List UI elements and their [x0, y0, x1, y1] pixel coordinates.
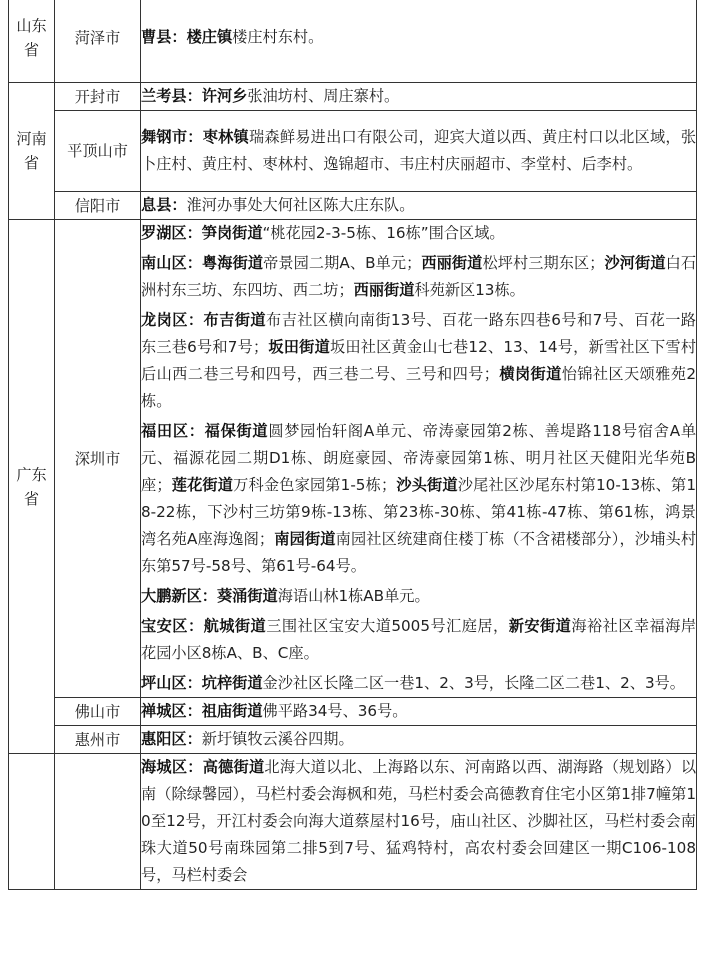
- county-name: 曹县：: [141, 28, 187, 46]
- street-name: 莲花街道: [171, 476, 234, 494]
- detail-paragraph: [141, 698, 696, 725]
- area-text: 圆梦园怡轩阁A单元、帝涛豪园第2栋、善堤路118号宿舍A单元、福源花园二期D1栋、朗庭豪园、帝涛豪园第1栋、明月社区天健阳光华苑B座；: [141, 422, 697, 494]
- detail-cell: [141, 726, 697, 754]
- table-row: [9, 0, 697, 83]
- area-text: 白石洲村东三坊、东四坊、西二坊；: [141, 254, 697, 299]
- street-name: 粤海街道: [202, 254, 264, 272]
- area-text: 新圩镇牧云溪谷四期。: [201, 730, 354, 748]
- street-name: 西丽街道: [353, 281, 415, 299]
- city-cell: [55, 754, 141, 890]
- street-name: 祖庙街道: [201, 702, 263, 720]
- risk-area-table: [8, 0, 697, 890]
- area-text: 海语山林1栋AB单元。: [277, 587, 430, 605]
- street-name: 布吉街道: [203, 311, 266, 329]
- street-name: 坂田街道: [268, 338, 330, 356]
- table-row: [9, 192, 697, 220]
- district-name: 大鹏新区：: [141, 587, 217, 605]
- area-text: 沙尾社区沙尾东村第10-13栋、第18-22栋，下沙村三坊第9栋-13栋、第23栋-30栋、第41栋-47栋、第61栋，鸿景湾名苑A座海逸阁；: [141, 476, 697, 548]
- district-name: 福田区：: [141, 422, 205, 440]
- area-text: 万科金色家园第1-5栋；: [233, 476, 397, 494]
- detail-cell: [141, 192, 697, 220]
- area-text: 三围社区宝安大道5005号汇庭居，: [266, 617, 509, 635]
- city-cell: 菏泽市: [55, 0, 141, 83]
- area-text: 布吉社区横向南街13号、百花一路东四巷6号和7号、百花一路东三巷6号和7号；: [141, 311, 696, 356]
- detail-cell: [141, 111, 697, 192]
- table-row: [9, 698, 697, 726]
- area-text: 帝景园二期A、B单元；: [263, 254, 422, 272]
- area-text: 瑞森鲜易进出口有限公司，迎宾大道以西、黄庄村口以北区域，张卜庄村、黄庄村、枣林村、逸锦超市、韦庄村庆丽超市、李堂村、后李村。: [141, 128, 697, 173]
- area-text: 怡锦社区天颂雅苑2栋。: [141, 365, 696, 410]
- district-name: 惠阳区：: [141, 730, 202, 748]
- district-name: 禅城区：: [141, 702, 202, 720]
- table-row: [9, 83, 697, 111]
- detail-paragraph-longgang: [141, 307, 696, 415]
- area-text: 松坪村三期东区；: [482, 254, 605, 272]
- district-name: 宝安区：: [141, 617, 204, 635]
- province-cell: 山东省: [9, 0, 55, 83]
- area-text: 北海大道以北、上海路以东、河南路以西、湖海路（规划路）以南（除绿馨园），马栏村委会海枫和苑，马栏村委会高德教育住宅小区第1排7幢第10至12号，开江村委会向海大道蔡屋村16号，庙山社区、沙脚社区，马栏村委会南珠大道50号南珠园第二排5到7号、猛鸡特村，高农村委会回建区一期C106-108号，马栏村委会: [141, 758, 697, 884]
- detail-paragraph: [141, 726, 696, 753]
- area-text: 淮河办事处大何社区陈大庄东队。: [186, 196, 415, 214]
- province-cell: 河南省: [9, 83, 55, 220]
- detail-paragraph-baoan: [141, 613, 696, 667]
- street-name: 横岗街道: [498, 365, 562, 383]
- table-row: [9, 220, 697, 698]
- detail-cell: [141, 698, 697, 726]
- county-name: 息县：: [141, 196, 187, 214]
- street-name: 福保街道: [204, 422, 269, 440]
- city-cell: 信阳市: [55, 192, 141, 220]
- street-name: 新安街道: [508, 617, 572, 635]
- area-text: 金沙社区长隆二区一巷1、2、3号，长隆二区二巷1、2、3号。: [262, 674, 685, 692]
- town-name: 枣林镇: [202, 128, 249, 146]
- detail-cell: [141, 220, 697, 698]
- table-row: [9, 726, 697, 754]
- detail-paragraph-haicheng: [141, 754, 696, 889]
- district-name: 坪山区：: [141, 674, 202, 692]
- street-name: 笋岗街道: [201, 224, 263, 242]
- area-text: 楼庄村东村。: [232, 28, 324, 46]
- street-name: 沙河街道: [604, 254, 666, 272]
- street-name: 高德街道: [202, 758, 265, 776]
- city-cell: 开封市: [55, 83, 141, 111]
- county-name: 舞钢市：: [141, 128, 203, 146]
- area-text: 科苑新区13栋。: [414, 281, 525, 299]
- table-row: [9, 111, 697, 192]
- detail-cell: [141, 0, 697, 83]
- area-text: 坂田社区黄金山七巷12、13、14号，新雪社区下雪村后山西二巷三号和四号，西三巷二号、三号和四号；: [141, 338, 697, 383]
- district-name: 海城区：: [141, 758, 203, 776]
- district-name: 龙岗区：: [141, 311, 204, 329]
- detail-paragraph-futian: [141, 418, 696, 580]
- street-name: 沙头街道: [396, 476, 458, 494]
- town-name: 许河乡: [201, 87, 248, 105]
- detail-paragraph-nanshan: [141, 250, 696, 304]
- city-cell: 平顶山市: [55, 111, 141, 192]
- detail-paragraph-luohu: [141, 220, 696, 247]
- detail-paragraph-pingshan: [141, 670, 696, 697]
- city-cell: 佛山市: [55, 698, 141, 726]
- county-name: 兰考县：: [141, 87, 202, 105]
- area-text: “桃花园2-3-5栋、16栋”围合区域。: [262, 224, 505, 242]
- province-cell: [9, 754, 55, 890]
- town-name: 楼庄镇: [186, 28, 233, 46]
- detail-paragraph: [141, 124, 696, 178]
- detail-cell: [141, 83, 697, 111]
- street-name: 南园街道: [274, 530, 336, 548]
- city-cell: 深圳市: [55, 220, 141, 698]
- detail-paragraph: [141, 83, 696, 110]
- detail-paragraph: [141, 192, 696, 219]
- street-name: 航城街道: [203, 617, 267, 635]
- detail-paragraph: [141, 24, 696, 51]
- detail-cell: [141, 754, 697, 890]
- table-row: [9, 754, 697, 890]
- district-name: 南山区：: [141, 254, 203, 272]
- detail-paragraph-dapeng: [141, 583, 696, 610]
- area-text: 张油坊村、周庄寨村。: [247, 87, 400, 105]
- street-name: 坑梓街道: [201, 674, 263, 692]
- city-cell: 惠州市: [55, 726, 141, 754]
- district-name: 罗湖区：: [141, 224, 202, 242]
- street-name: 葵涌街道: [216, 587, 278, 605]
- area-text: 海裕社区幸福海岸花园小区8栋A、B、C座。: [141, 617, 697, 662]
- area-text: 南园社区统建商住楼丁栋（不含裙楼部分），沙埔头村东第57号-58号、第61号-64号。: [141, 530, 697, 575]
- area-text: 佛平路34号、36号。: [262, 702, 408, 720]
- street-name: 西丽街道: [421, 254, 483, 272]
- province-cell: 广东省: [9, 220, 55, 754]
